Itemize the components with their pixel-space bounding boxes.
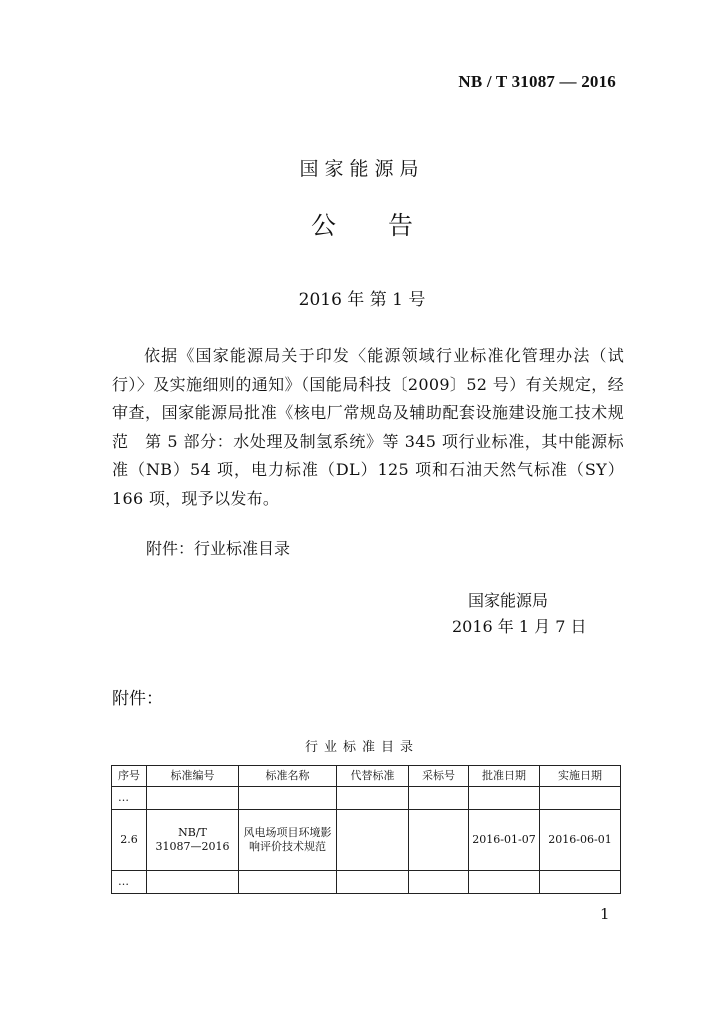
cell-approved: 2016-01-07 (469, 810, 540, 871)
standards-table (111, 765, 621, 894)
standard-code: NB / T 31087 — 2016 (458, 72, 616, 91)
signature-date: 2016 年 1 月 7 日 (452, 617, 587, 636)
column-header: 批准日期 (469, 766, 540, 787)
cell-adopted (409, 810, 469, 871)
ellipsis-cell: … (112, 871, 147, 894)
issuer-title: 国家能源局 (299, 158, 425, 180)
cell-code-line1: NB/T (178, 826, 207, 839)
page-number: 1 (600, 905, 610, 923)
column-header: 采标号 (409, 766, 469, 787)
cell-code-line2: 31087—2016 (155, 840, 230, 853)
cell-code (147, 810, 239, 871)
notice-title: 公告 (310, 211, 465, 240)
table-row (112, 787, 621, 810)
cell-name: 风电场项目环境影响评价技术规范 (239, 810, 337, 871)
cell-replaces (337, 810, 409, 871)
cell-index: 2.6 (112, 810, 147, 871)
table-header-row (112, 766, 621, 787)
column-header: 标准编号 (147, 766, 239, 787)
attachment-label: 附件： (112, 689, 163, 709)
signature-org: 国家能源局 (468, 591, 549, 610)
table-title: 行业标准目录 (304, 740, 419, 755)
table-row (112, 810, 621, 871)
column-header: 标准名称 (239, 766, 337, 787)
attachment-line: 附件：行业标准目录 (146, 539, 291, 558)
table-row (112, 871, 621, 894)
column-header: 实施日期 (540, 766, 621, 787)
ellipsis-cell: … (112, 787, 147, 810)
notice-body: 依据《国家能源局关于印发〈能源领域行业标准化管理办法（试行）〉及实施细则的通知》（国能局科技〔2009〕52 号）有关规定，经审查，国家能源局批准《核电厂常规岛及辅助配套设施建设施工技术规范 第 5 部分：水处理及制氢系统》等 345 项行业标准，其中能源标准（NB）54 项，电力标准（DL）125 项和石油天然气标准（SY）166 项，现予以发布。 (112, 346, 624, 508)
notice-number: 2016 年 第 1 号 (298, 290, 426, 310)
column-header: 序号 (112, 766, 147, 787)
column-header: 代替标准 (337, 766, 409, 787)
cell-effective: 2016-06-01 (540, 810, 621, 871)
